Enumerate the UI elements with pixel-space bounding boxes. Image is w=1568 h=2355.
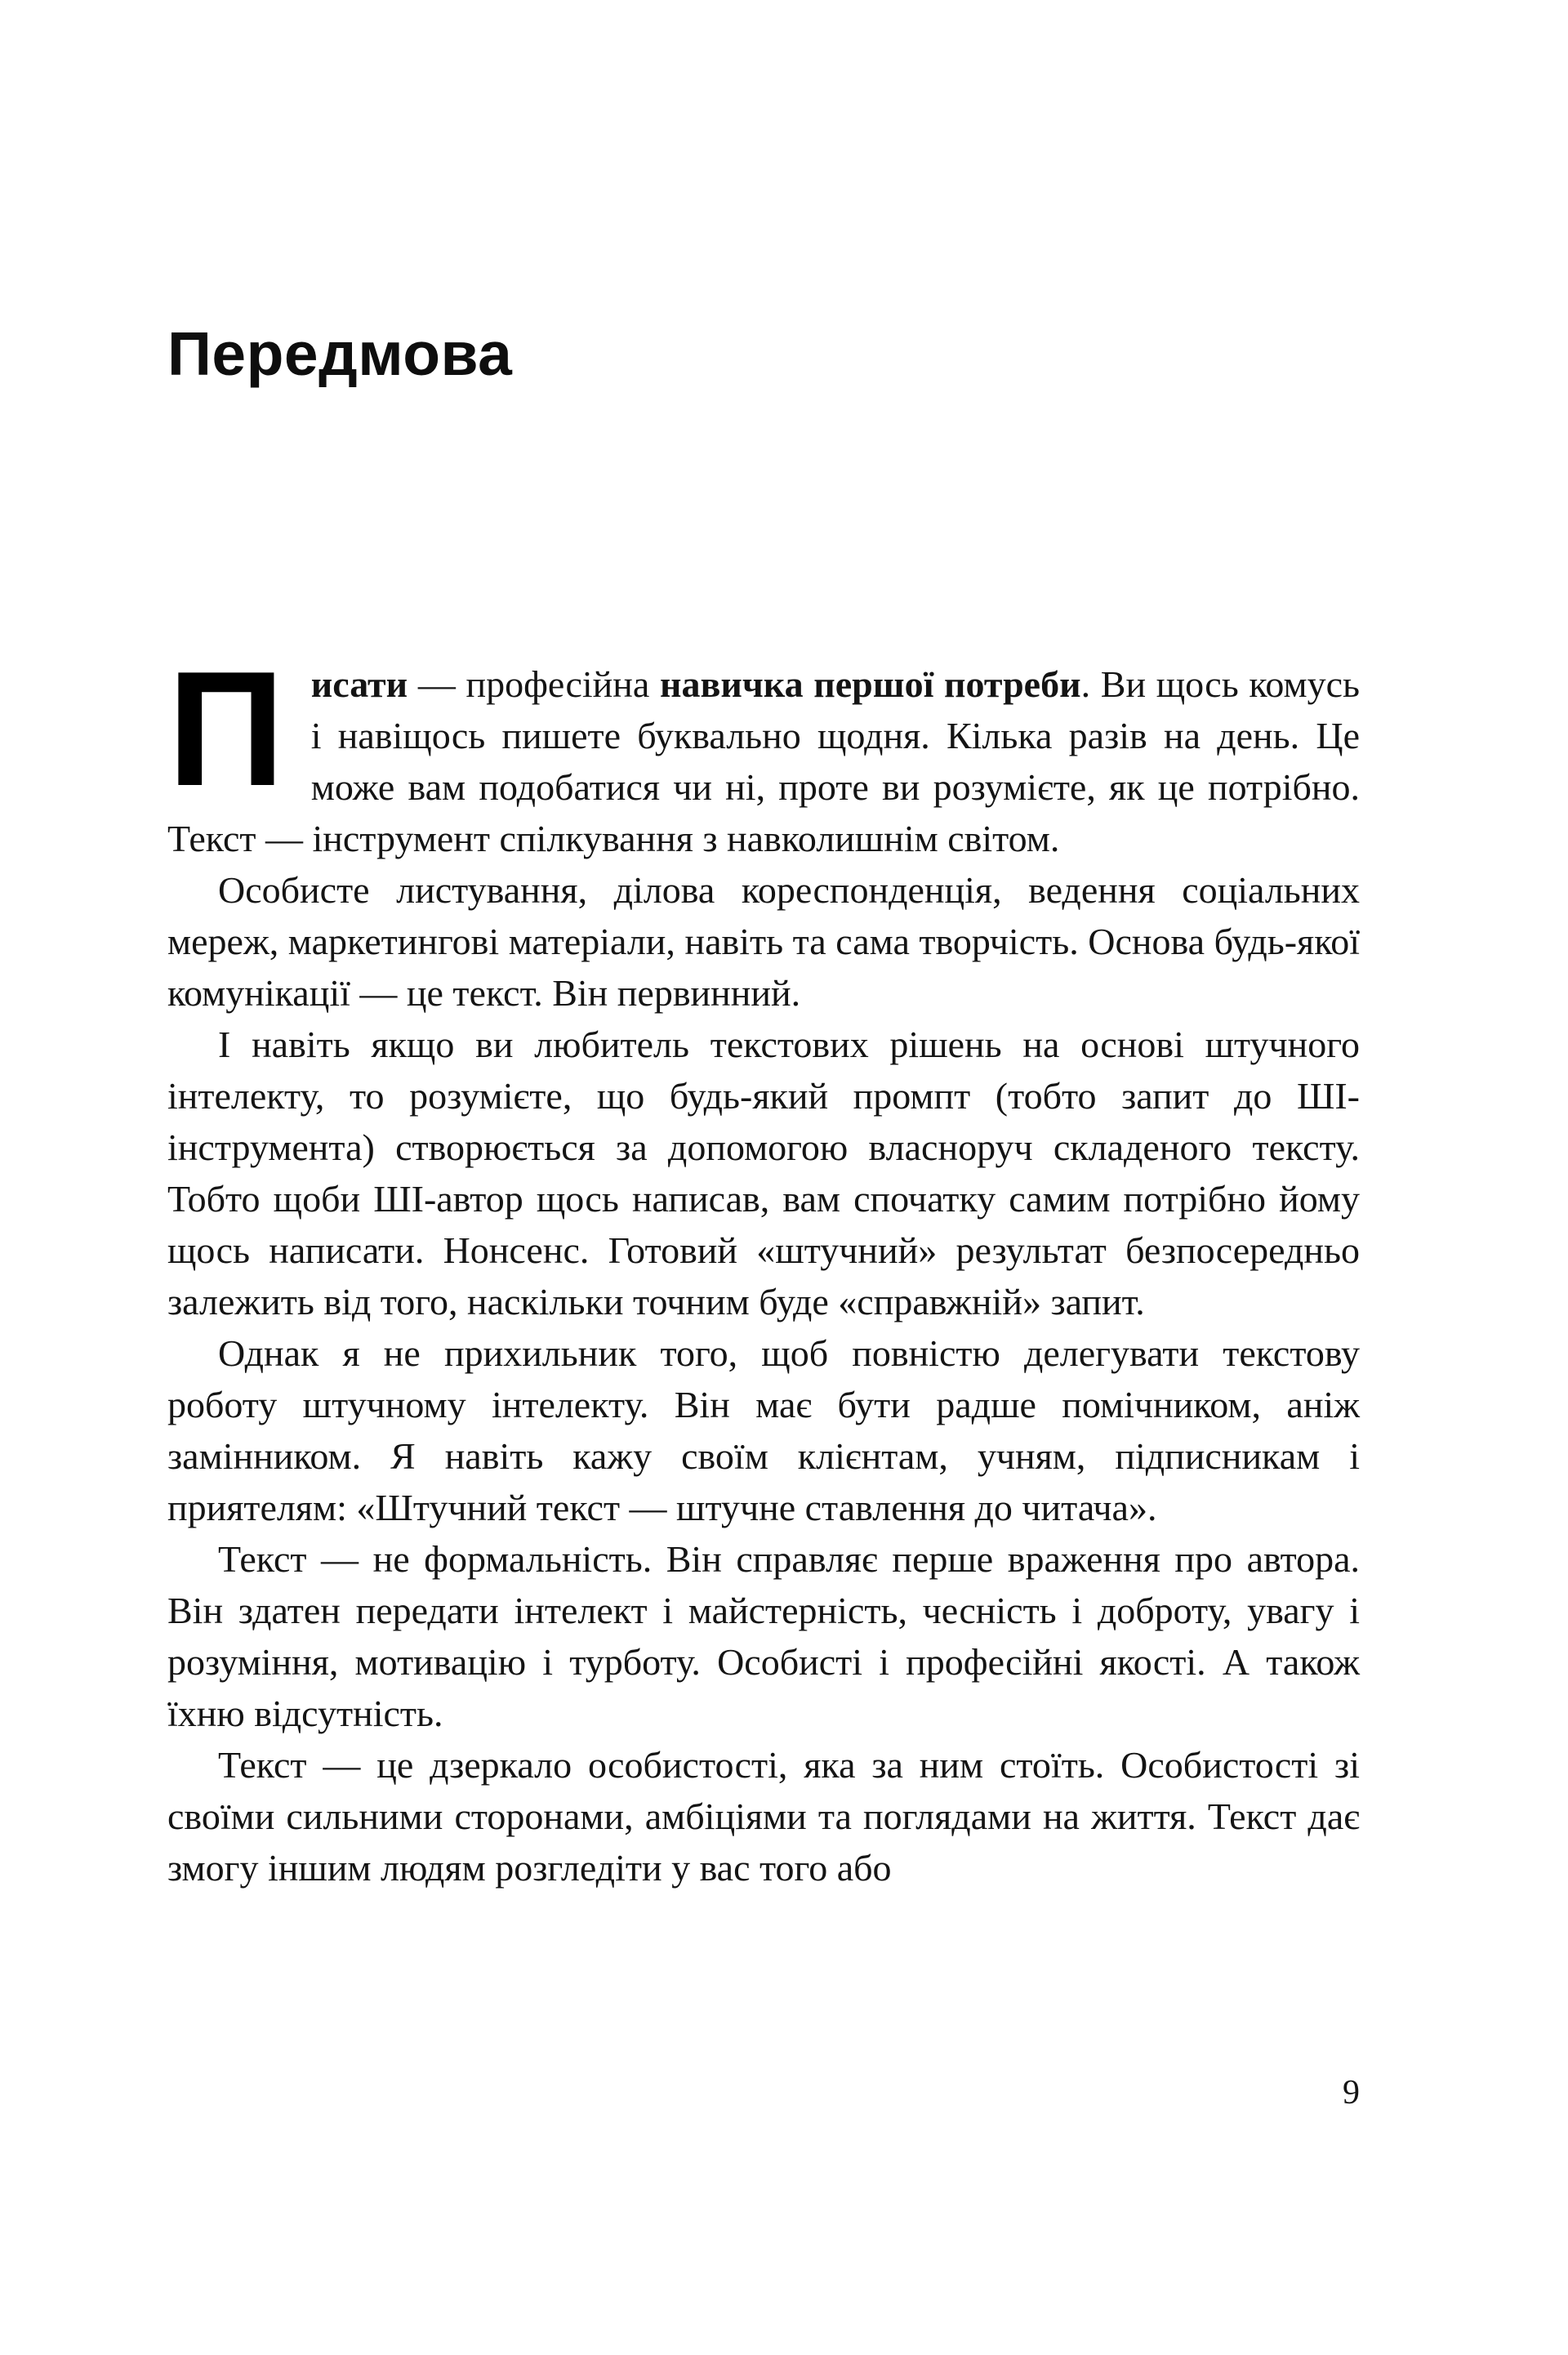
paragraph: Текст — не формальність. Він справляє перше враження про автора. Він здатен передати інтелект і майстерність, чесність і доброту, увагу і розуміння, мотивацію і турботу. Особисті і професійні якості. А також їхню відсутність. [167, 1538, 1360, 1734]
opening-paragraph [167, 638, 1360, 864]
paragraph: Текст — це дзеркало особистості, яка за ним стоїть. Особистості зі своїми сильними сторонами, амбіціями та поглядами на життя. Текст дає змогу іншим людям розгледіти у вас того або [167, 1744, 1360, 1889]
page-number: 9 [1343, 2074, 1360, 2112]
opening-bold-emphasis: навичка першої потреби [659, 663, 1081, 705]
paragraph: І навіть якщо ви любитель текстових рішень на основі штучного інтелекту, то розумієте, що будь-який промпт (тобто запит до ШІ-інструмента) створюється за допомогою власноруч складеного тексту. Тобто щоби ШІ-автор щось написав, вам спочатку самим потрібно йому щось написати. Нонсенс. Готовий «штучний» результат безпосередньо залежить від того, наскільки точним буде «справжній» запит. [167, 1024, 1360, 1322]
opening-normal-2: . Ви щось комусь і навіщось пишете буквально щодня. Кілька разів на день. Це може вам подобатися чи ні, проте ви розумієте, як це потрібно. Текст — інструмент спілкування з навколишнім світом. [167, 663, 1360, 859]
opening-normal-1: — професійна [408, 663, 660, 705]
paragraph: Особисте листування, ділова кореспонденція, ведення соціальних мереж, маркетингові матеріали, навіть та сама творчість. Основа будь-якої комунікації — це текст. Він первинний. [167, 869, 1360, 1014]
opening-bold-lead: исати [310, 663, 408, 705]
body-text [167, 638, 1360, 1893]
drop-cap: П [167, 638, 285, 820]
paragraph: Однак я не прихильник того, щоб повністю делегувати текстову роботу штучному інтелекту. Він має бути радше помічником, аніж замінником. Я навіть кажу своїм клієнтам, учням, підписникам і приятелям: «Штучний текст — штучне ставлення до читача». [167, 1332, 1360, 1528]
chapter-title: Передмова [167, 319, 513, 388]
